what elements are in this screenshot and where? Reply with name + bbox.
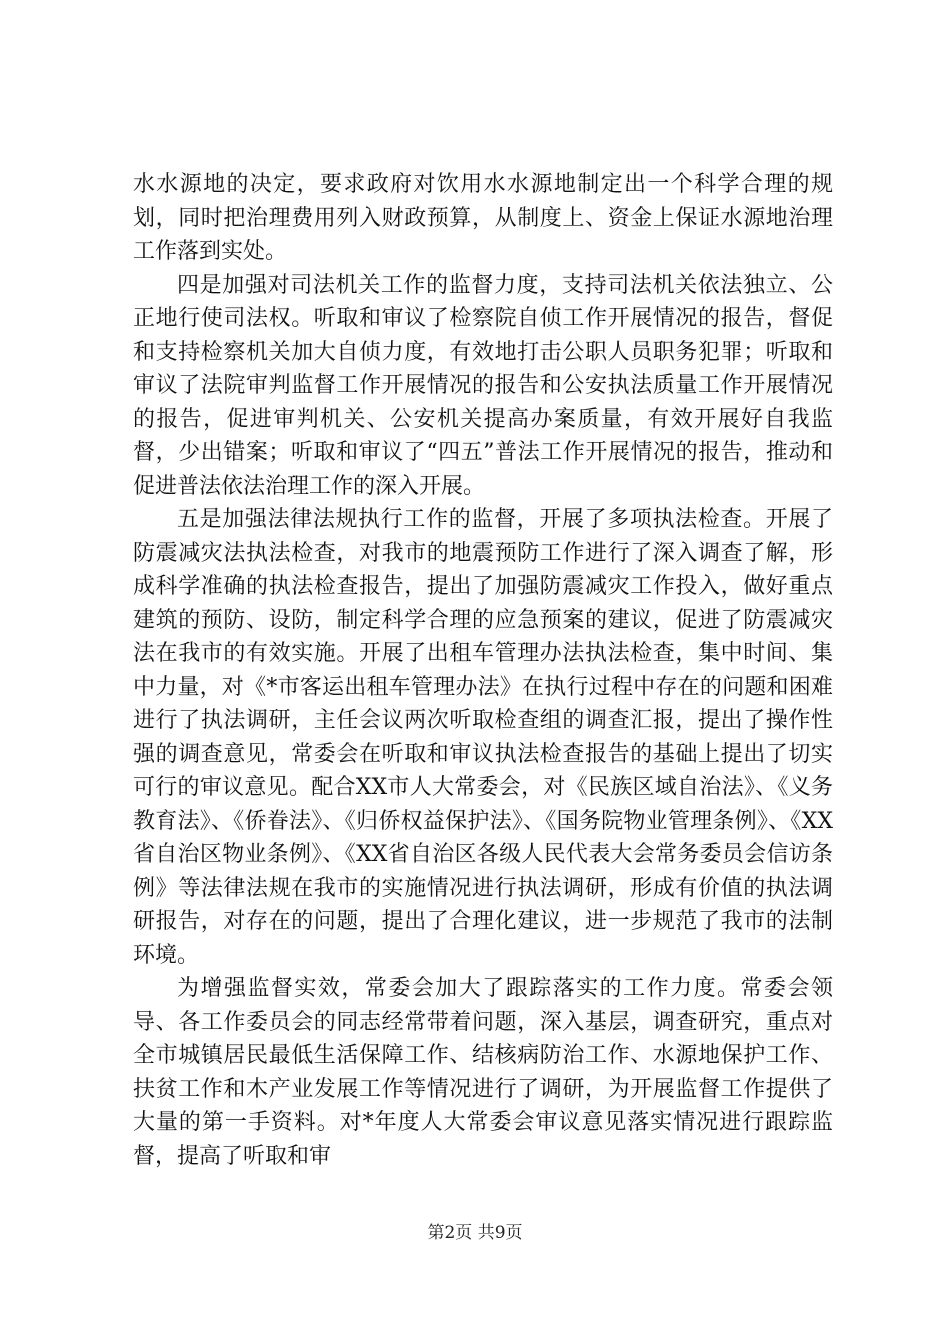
document-body bbox=[133, 168, 833, 1173]
paragraph-1: 水水源地的决定，要求政府对饮用水水源地制定出一个科学合理的规划，同时把治理费用列入财政预算，从制度上、资金上保证水源地治理工作落到实处。 bbox=[133, 172, 833, 264]
paragraph-3: 五是加强法律法规执行工作的监督，开展了多项执法检查。开展了防震减灾法执法检查，对我市的地震预防工作进行了深入调查了解，形成科学准确的执法检查报告，提出了加强防震减灾工作投入，做好重点建筑的预防、设防，制定科学合理的应急预案的建议，促进了防震减灾法在我市的有效实施。开展了出租车管理办法执法检查，集中时间、集中力量，对《*市客运出租车管理办法》在执行过程中存在的问题和困难进行了执法调研，主任会议两次听取检查组的调查汇报，提出了操作性强的调查意见，常委会在听取和审议执法检查报告的基础上提出了切实可行的审议意见。配合XX市人大常委会，对《民族区域自治法》、《义务教育法》、《侨眷法》、《归侨权益保护法》、《国务院物业管理条例》、《XX省自治区物业条例》、《XX省自治区各级人民代表大会常务委员会信访条例》等法律法规在我市的实施情况进行执法调研，形成有价值的执法调研报告，对存在的问题，提出了合理化建议，进一步规范了我市的法制环境。 bbox=[133, 507, 833, 968]
paragraph-4: 为增强监督实效，常委会加大了跟踪落实的工作力度。常委会领导、各工作委员会的同志经常带着问题，深入基层，调查研究，重点对全市城镇居民最低生活保障工作、结核病防治工作、水源地保护工作、扶贫工作和木产业发展工作等情况进行了调研，为开展监督工作提供了大量的第一手资料。对*年度人大常委会审议意见落实情况进行跟踪监督，提高了听取和审 bbox=[133, 976, 833, 1169]
page-number: 第2页 共9页 bbox=[427, 1223, 523, 1243]
paragraph-2: 四是加强对司法机关工作的监督力度，支持司法机关依法独立、公正地行使司法权。听取和审议了检察院自侦工作开展情况的报告，督促和支持检察机关加大自侦力度，有效地打击公职人员职务犯罪；听取和审议了法院审判监督工作开展情况的报告和公安执法质量工作开展情况的报告，促进审判机关、公安机关提高办案质量，有效开展好自我监督，少出错案；听取和审议了“四五”普法工作开展情况的报告，推动和促进普法依法治理工作的深入开展。 bbox=[133, 272, 833, 499]
page-footer bbox=[0, 1218, 950, 1243]
